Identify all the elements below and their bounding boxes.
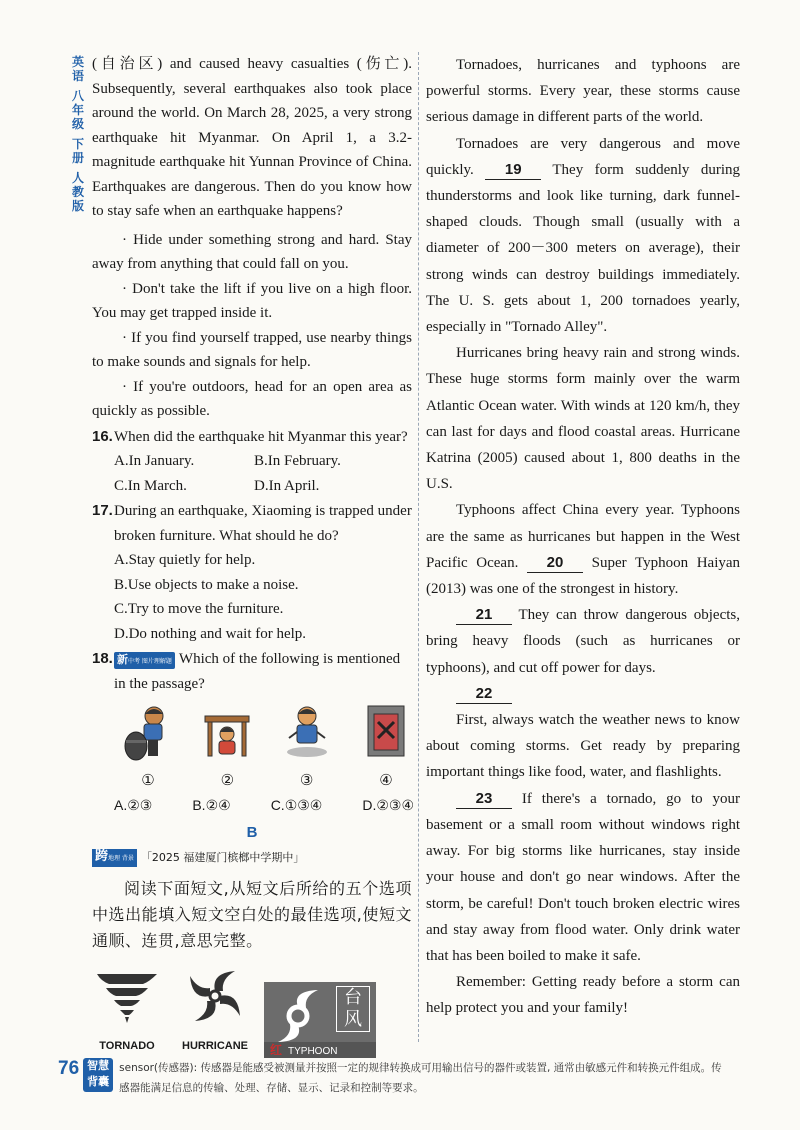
hurricane-icon xyxy=(180,968,250,1024)
passage-paragraph-8: Remember: Getting ready before a storm can help protect you and your family! xyxy=(426,974,740,1017)
picture-2 xyxy=(201,704,253,793)
blank-21[interactable]: 21 xyxy=(456,606,512,625)
storm-label: TORNADO xyxy=(99,1039,155,1052)
passage-paragraph-4: Typhoons affect China every year. Typhoons are the same as hurricanes but happen in the West Pacific Ocean. 20 Super Typhoon Haiyan (2013) was one of the strongest in history. xyxy=(426,502,741,598)
footer-tip: sensor(传感器): 传感器是能感受被测量并按照一定的规律转换成可用输出信号的器件或装置, 通常由敏感元件和转换元件组成。传感器能满足信息的传输、处理、存储、显示、记录和控制等要求。 xyxy=(119,1062,722,1094)
passage-paragraph-5: 21 They can throw dangerous objects, bring heavy floods (such as hurricanes or typhoons), and cut off power for days. xyxy=(426,606,740,676)
side-label-subject: 英语 xyxy=(71,55,84,83)
passage-paragraph-6: First, always watch the weather news to know about coming storms. Get ready by preparing important things like food, water, and flashlights. xyxy=(426,712,740,781)
question-stem: When did the earthquake hit Myanmar this year? xyxy=(114,428,408,445)
question-18 xyxy=(92,647,412,696)
passage-paragraph-1: Tornadoes, hurricanes and typhoons are powerful storms. Every year, these storms cause serious damage in different parts of the world. xyxy=(426,57,740,126)
intro-paragraph: (自治区) and caused heavy casualties (伤亡). Subsequently, several earthquakes also took place around the world. On March 28, 2025, a very strong earthquake hit Myanmar. On April 1, a 3.2-magnitude earthquake hit Yunnan Province of China. Earthquakes are dangerous. Then do you know how to stay safe when an earthquake happens? xyxy=(92,56,412,219)
right-column xyxy=(426,52,740,1022)
source-line xyxy=(92,846,412,871)
storm-label: HURRICANE xyxy=(182,1039,248,1052)
typhoon-warning-sign xyxy=(264,982,376,1058)
wisdom-tip-badge: 智慧背囊 xyxy=(83,1058,113,1092)
tip-bullet-1: · Hide under something strong and hard. Stay away from anything that could fall on you. xyxy=(92,231,412,272)
option-b[interactable]: B.Use objects to make a noise. xyxy=(114,576,299,593)
option-d[interactable]: D.Do nothing and wait for help. xyxy=(114,625,307,642)
picture-3 xyxy=(281,704,333,793)
blank-19[interactable]: 19 xyxy=(485,161,541,180)
section-title: B xyxy=(246,824,258,841)
new-exam-badge: 新中考 图片理解题 xyxy=(114,652,175,669)
question-16 xyxy=(92,425,412,450)
exam-source: 「2025 福建厦门槟榔中学期中」 xyxy=(140,850,305,864)
passage-paragraph-7: 23 If there's a tornado, go to your basement or a small room without windows right away. For big storms like hurricanes, stay inside your house and don't go near windows. After the storm, be careful! Don't touch broken electric wires and stay away from flood water. Only drink water that has been boiled to make it safe. xyxy=(426,789,740,964)
typhoon-chinese-label: 台风 xyxy=(336,986,370,1032)
question-number: 17. xyxy=(92,502,113,519)
side-label-edition: 人教版 xyxy=(71,171,84,213)
person-under-table-icon xyxy=(201,704,253,762)
choice-a[interactable]: A.②③ xyxy=(114,796,153,813)
question-17 xyxy=(92,499,412,548)
question-17-options xyxy=(92,548,412,646)
hurricane-figure xyxy=(180,968,250,1058)
question-number: 16. xyxy=(92,427,113,445)
column-divider xyxy=(418,52,419,1042)
tornado-figure xyxy=(92,968,162,1058)
tip-bullet-3: · If you find yourself trapped, use nearby things to make sounds and signals for help. xyxy=(92,329,412,370)
passage-paragraph-3: Hurricanes bring heavy rain and strong winds. These huge storms form mainly over the warm Atlantic Ocean water. With winds at 120 km/h, they can last for days and flood coastal areas. Hurricane Katrina (2005) caused about 1, 800 deaths in the U.S. xyxy=(426,345,740,493)
blank-22[interactable]: 22 xyxy=(456,685,512,704)
option-c[interactable]: C.Try to move the furniture. xyxy=(114,601,284,617)
option-c[interactable]: C.In March. xyxy=(114,477,187,494)
side-label-volume: 下册 xyxy=(71,137,84,165)
side-label xyxy=(68,55,88,219)
picture-label: ④ xyxy=(379,771,393,789)
picture-label: ③ xyxy=(299,771,314,789)
choice-c[interactable]: C.①③④ xyxy=(270,796,323,813)
option-d[interactable]: D.In April. xyxy=(254,477,320,494)
choice-b[interactable]: B.②④ xyxy=(192,796,231,813)
storm-images xyxy=(92,968,412,1058)
person-behind-barrel-icon xyxy=(122,704,174,762)
instruction-text: 阅读下面短文,从短文后所给的五个选项中选出能填入短文空白处的最佳选项,使短文通顺、连贯,意思完整。 xyxy=(92,879,412,950)
left-column xyxy=(92,52,412,1058)
cross-subject-badge: 跨地理 背景 xyxy=(92,849,137,867)
no-lift-icon xyxy=(360,704,412,762)
picture-label: ② xyxy=(220,771,235,789)
red-level-label: 红 xyxy=(270,1043,283,1057)
blank-20[interactable]: 20 xyxy=(527,554,583,573)
tip-bullet-4: · If you're outdoors, head for an open area as quickly as possible. xyxy=(92,378,412,419)
question-stem: 新中考 图片理解题 Which of the following is mentioned in the passage? xyxy=(114,651,401,692)
typhoon-english-label: TYPHOON xyxy=(288,1046,338,1057)
choice-d[interactable]: D.②③④ xyxy=(362,796,414,813)
question-16-options xyxy=(92,449,412,498)
passage-heading-blank xyxy=(426,681,740,707)
page-footer xyxy=(52,1048,752,1108)
option-a[interactable]: A.In January. xyxy=(114,453,195,469)
page-number: 76 xyxy=(58,1058,80,1079)
option-a[interactable]: A.Stay quietly for help. xyxy=(114,552,256,568)
typhoon-symbol-icon xyxy=(268,986,328,1046)
picture-1 xyxy=(122,704,174,793)
question-18-choices xyxy=(92,793,414,818)
tip-bullet-2: · Don't take the lift if you live on a high floor. You may get trapped inside it. xyxy=(92,280,412,321)
person-in-open-area-icon xyxy=(281,704,333,762)
question-number: 18. xyxy=(92,650,113,667)
question-18-pictures xyxy=(92,704,412,793)
blank-23[interactable]: 23 xyxy=(456,790,512,809)
picture-4 xyxy=(360,704,412,793)
question-stem: During an earthquake, Xiaoming is trapped under broken furniture. What should he do? xyxy=(114,503,412,544)
tornado-icon xyxy=(92,968,162,1024)
option-b[interactable]: B.In February. xyxy=(254,453,341,469)
side-label-grade: 八年级 xyxy=(71,89,84,131)
picture-label: ① xyxy=(141,771,155,789)
passage-paragraph-2: Tornadoes are very dangerous and move quickly. 19 They form suddenly during thunderstorms and look like turning, dark funnel-shaped clouds. Though small (usually with a diameter of 200－300 meters on average), their strong winds can destroy buildings immediately. The U. S. gets about 1, 200 tornadoes yearly, especially in "Tornado Alley". xyxy=(426,135,740,336)
